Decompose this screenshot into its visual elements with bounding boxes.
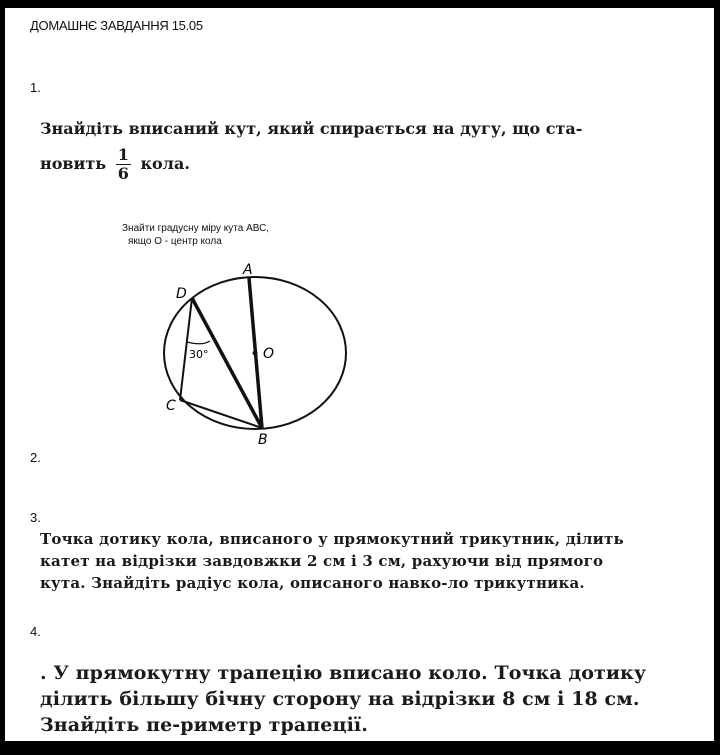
- top-border: [0, 0, 720, 8]
- fraction-numerator: 1: [117, 145, 129, 164]
- label-o: O: [263, 346, 275, 362]
- label-c: C: [166, 398, 176, 414]
- right-border: [714, 0, 720, 755]
- circle-figure: [150, 250, 360, 450]
- label-a: A: [243, 262, 253, 278]
- task-1-line-1: Знайдіть вписаний кут, який спирається на дугу, що ста-: [40, 119, 583, 138]
- task-1-line-2-prefix: новить: [40, 154, 107, 173]
- task-1-number: 1.: [30, 80, 41, 95]
- figure-caption-line-1: Знайти градусну міру кута АВС,: [122, 223, 270, 234]
- figure-caption-line-2: якщо О - центр кола: [128, 236, 222, 247]
- task-3-number: 3.: [30, 510, 41, 525]
- task-1-line-2: [40, 146, 620, 183]
- task-4-number: 4.: [30, 624, 41, 639]
- fraction: [116, 146, 131, 183]
- figure-caption: [122, 222, 342, 248]
- bottom-border: [0, 741, 720, 755]
- label-d: D: [176, 286, 187, 302]
- angle-label: 30°: [189, 348, 209, 361]
- task-4-text: . У прямокутну трапецію вписано коло. Точка дотику ділить більшу бічну сторону на відрізки 8 см і 18 см. Знайдіть пе-риметр трапеції.: [40, 662, 647, 736]
- page-title: ДОМАШНЄ ЗАВДАННЯ 15.05: [30, 18, 203, 33]
- fraction-denominator: 6: [117, 164, 129, 183]
- task-1-line-2-suffix: кола.: [140, 154, 190, 173]
- left-border: [0, 0, 5, 755]
- label-b: B: [258, 432, 268, 448]
- task-1-text: [40, 112, 620, 183]
- task-2-number: 2.: [30, 450, 41, 465]
- task-3-text: Точка дотику кола, вписаного у прямокутний трикутник, ділить катет на відрізки завдовжки 2 см і 3 см, рахуючи від прямого кута. Знайдіть радіус кола, описаного навко-ло трикутника.: [40, 530, 624, 592]
- center-point: [253, 351, 258, 356]
- angle-arc: [187, 341, 210, 344]
